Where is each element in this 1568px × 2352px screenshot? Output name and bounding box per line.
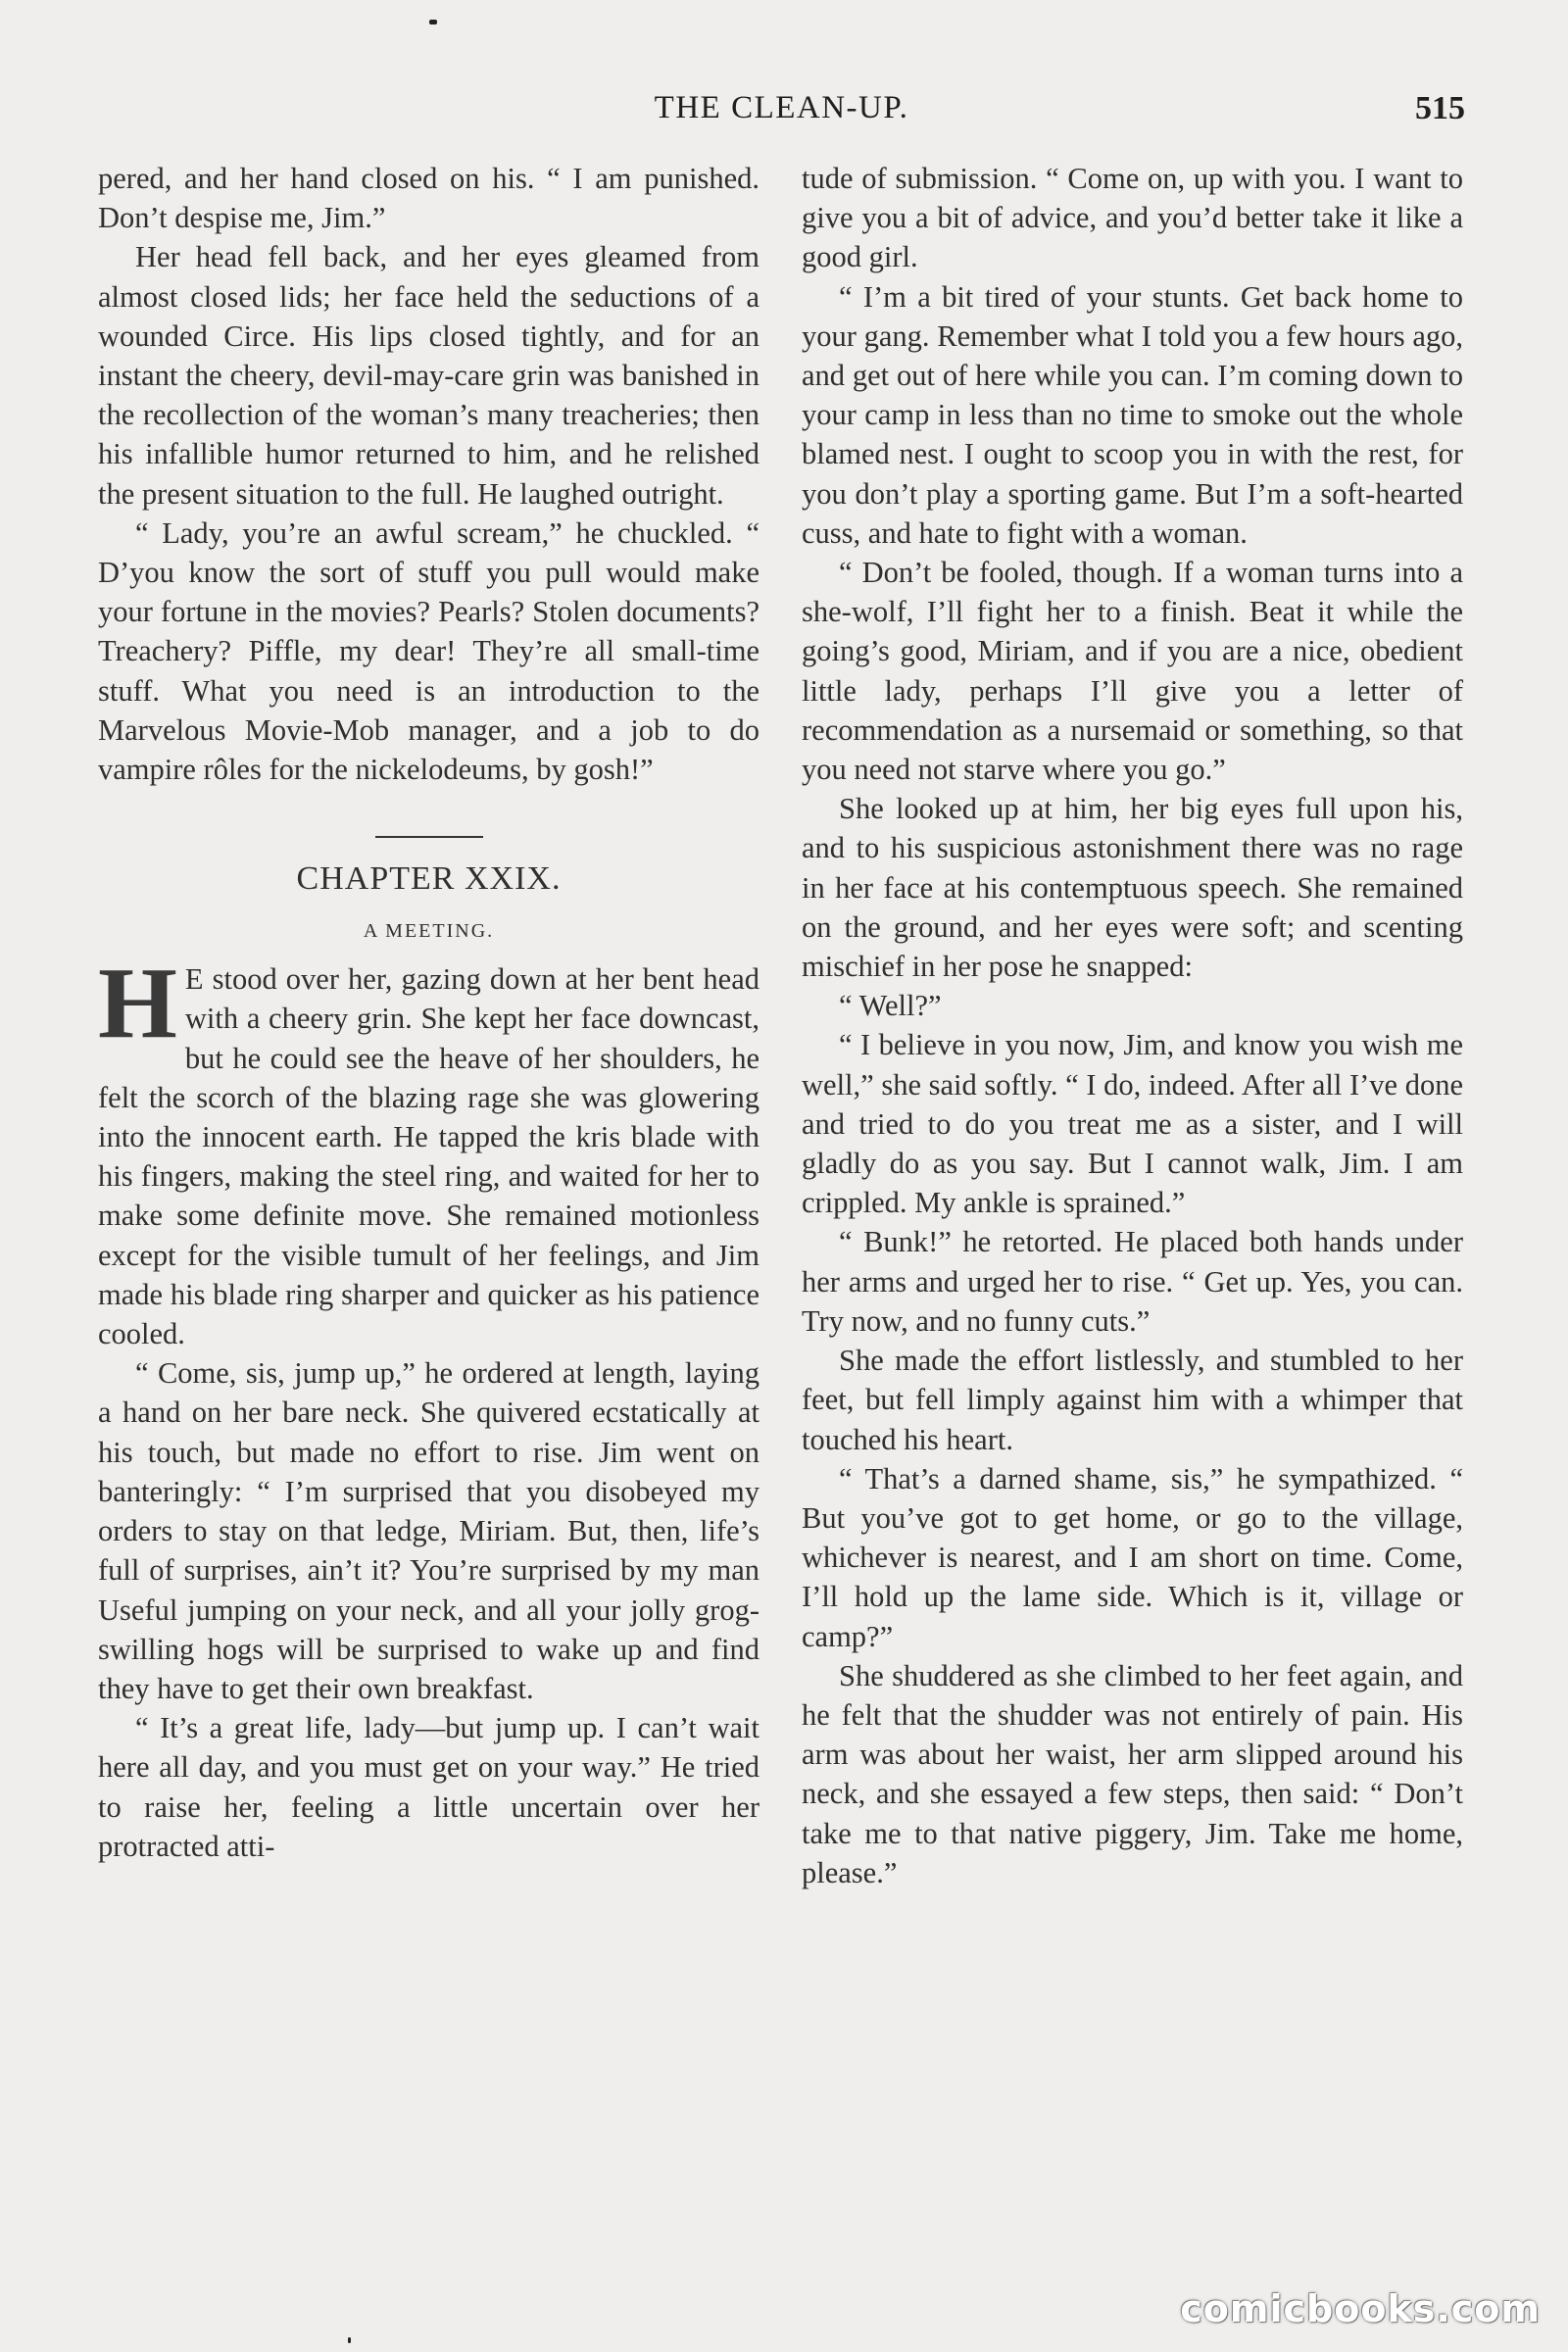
paragraph: “ Well?” [839, 989, 942, 1023]
page-number: 515 [1415, 90, 1465, 126]
paragraph: “ Bunk!” he retorted. He placed both hands under her arms and urged her to rise. “ Get up. Yes, you can. Try now, and no funny cuts.” [802, 1225, 1463, 1338]
paragraph: She looked up at him, her big eyes full upon his, and to his suspicious astonishment there was no rage in her face at his contemptuous speech. She remained on the ground, and her eyes were soft; and scenting mischief in her pose he snapped: [802, 792, 1463, 984]
paragraph: She made the effort listlessly, and stumbled to her feet, but fell limply against him with a whimper that touched his heart. [802, 1344, 1463, 1456]
running-title: THE CLEAN-UP. [654, 90, 909, 125]
paragraph: “ Lady, you’re an awful scream,” he chuckled. “ D’you know the sort of stuff you pull would make your fortune in the movies? Pearls? Stolen documents? Treachery? Piffle, my dear! They’re all small-time stuff. What you need is an introduction to the Marvelous Movie-Mob manager, and a job to do vampire rôles for the nickelodeums, by gosh!” [98, 515, 760, 787]
ink-speck [429, 20, 437, 24]
opening-paragraph [98, 947, 760, 1353]
watermark: comicbooks.com [1180, 2287, 1541, 2330]
paragraph: “ I’m a bit tired of your stunts. Get back home to your gang. Remember what I told you a few hours ago, and get out of here while you can. I’m coming down to your camp in less than no time to smoke out the whole blamed nest. I ought to scoop you in with the rest, for you don’t play a sporting game. But I’m a soft-hearted cuss, and hate to fight with a woman. [802, 279, 1463, 550]
chapter-subtitle: A MEETING. [363, 920, 495, 943]
running-head [98, 90, 1465, 131]
chapter-divider [375, 836, 483, 838]
paragraph: tude of submission. “ Come on, up with you. I want to give you a bit of advice, and you’d better take it like a good girl. [802, 162, 1463, 274]
text-column-left [98, 159, 760, 1866]
opening-text: E stood over her, gazing down at her bent head with a cheery grin. She kept her face downcast, but he could see the heave of her shoulders, he felt the scorch of the blazing rage she was glowering into the innocent earth. He tapped the kris blade with his fingers, making the steel ring, and waited for her to make some definite move. She remained motionless except for the visible tumult of her feelings, and Jim made his blade ring sharper and quicker as his patience cooled. [98, 962, 760, 1351]
paragraph: “ It’s a great life, lady—but jump up. I can’t wait here all day, and you must get on your way.” He tried to raise her, feeling a little uncertain over her protracted atti- [98, 1711, 760, 1863]
paragraph: Her head fell back, and her eyes gleamed from almost closed lids; her face held the seductions of a wounded Circe. His lips closed tightly, and for an instant the cheery, devil-may-care grin was banished in the recollection of the woman’s many treacheries; then his infallible humor returned to him, and he relished the present situation to the full. He laughed outright. [98, 240, 760, 511]
paragraph: “ That’s a darned shame, sis,” he sympathized. “ But you’ve got to get home, or go to the village, whichever is nearest, and I am short on time. Come, I’ll hold up the lame side. Which is it, village or camp?” [802, 1461, 1463, 1653]
paragraph: “ I believe in you now, Jim, and know you wish me well,” she said softly. “ I do, indeed. After all I’ve done and tried to do you treat me as a sister, and I will gladly do as you say. But I cannot walk, Jim. I am crippled. My ankle is sprained.” [802, 1028, 1463, 1220]
text-column-right [802, 159, 1463, 1892]
paragraph: “ Come, sis, jump up,” he ordered at length, laying a hand on her bare neck. She quivered ecstatically at his touch, but made no effort to rise. Jim went on banteringly: “ I’m surprised that you disobeyed my orders to stay on that ledge, Miriam. But, then, life’s full of surprises, ain’t it? You’re surprised by my man Useful jumping on your neck, and all your jolly grog-swilling hogs will be surprised to wake up and find they have to get their own breakfast. [98, 1356, 760, 1705]
paragraph: “ Don’t be fooled, though. If a woman turns into a she-wolf, I’ll fight her to a finish. Beat it while the going’s good, Miriam, and if you are a nice, obedient little lady, perhaps I’ll give you a letter of recommendation as a nursemaid or something, so that you need not starve where you go.” [802, 556, 1463, 787]
chapter-heading: CHAPTER XXIX. [296, 860, 562, 898]
ink-speck [348, 2337, 351, 2343]
drop-cap: H [98, 947, 177, 1060]
paragraph: pered, and her hand closed on his. “ I am punished. Don’t despise me, Jim.” [98, 162, 760, 235]
paragraph: She shuddered as she climbed to her feet again, and he felt that the shudder was not entirely of pain. His arm was about her waist, her arm slipped around his neck, and she essayed a few steps, then said: “ Don’t take me to that native piggery, Jim. Take me home, please.” [802, 1658, 1463, 1889]
